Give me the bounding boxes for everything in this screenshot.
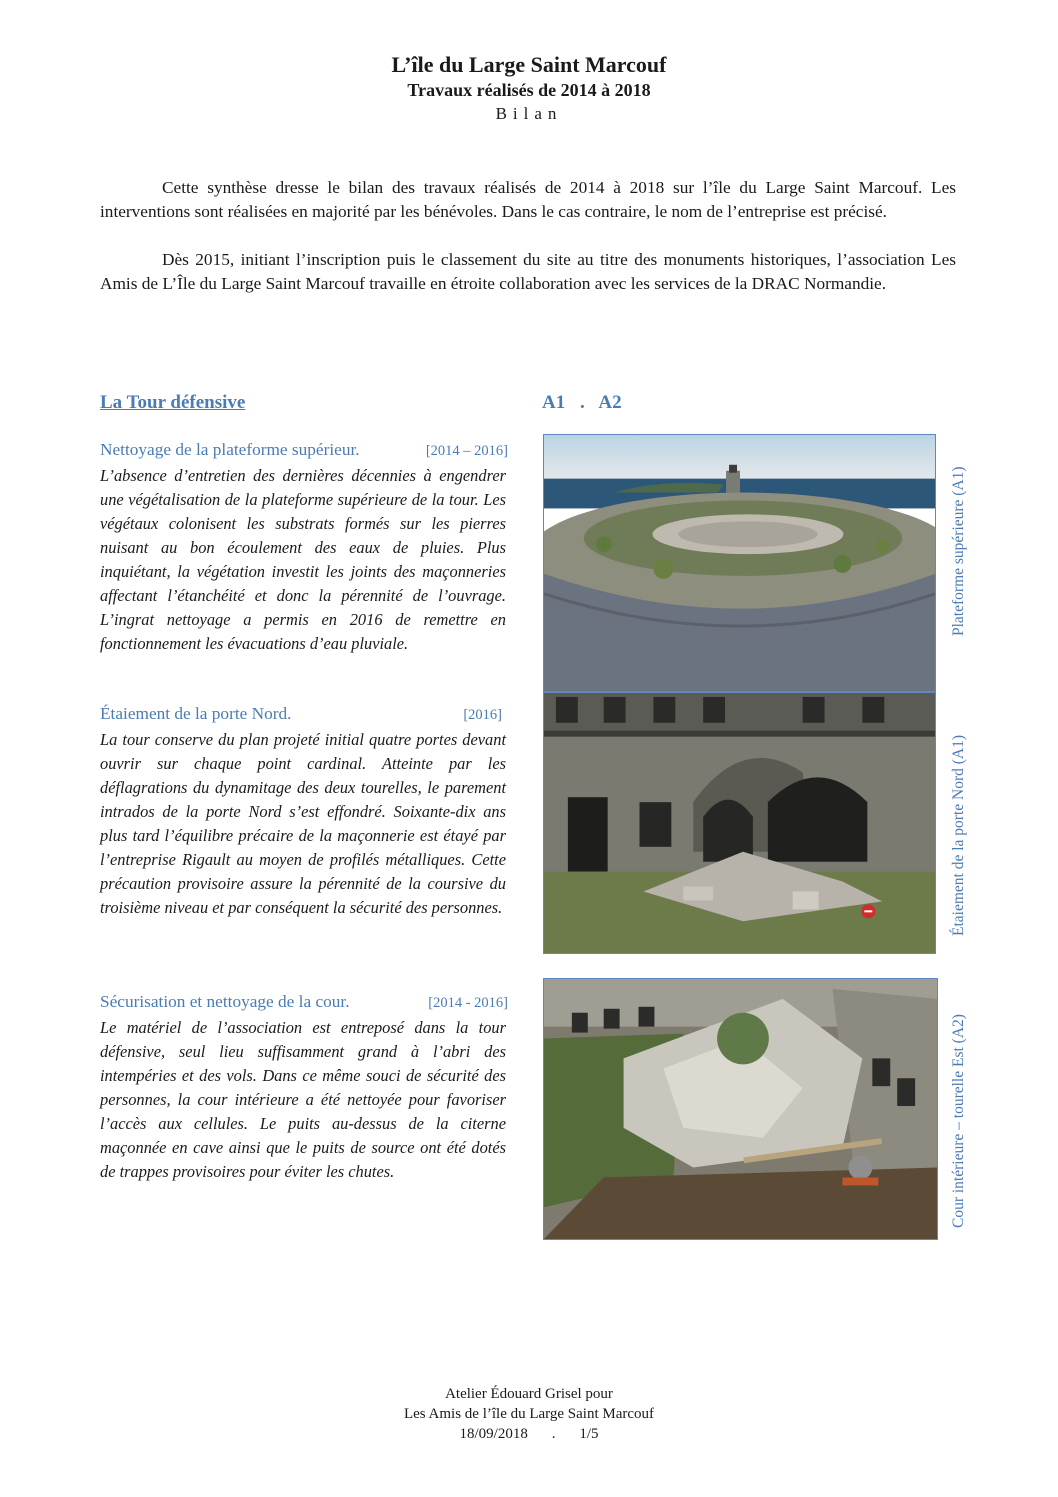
work-date-1: [2014 – 2016] [425,443,508,459]
work-text-1: L’absence d’entretien des dernières décennies à engendrer une végétalisation de la plateforme supérieure de la tour. Les végétaux colonisent les substrats formés sur les pierres nuisant au bon écoulement des eaux de pluies. Plus inquiétant, la végétation investit les joints des maçonneries affectant l’étanchéité et donc la pérennité de l’ouvrage. L’ingrat nettoyage a permis en 2016 de remettre en fonctionnement les évacuations d’eau pluviale. [100,466,506,653]
document-subtitle: Travaux réalisés de 2014 à 2018 [407,80,651,100]
work-text-3: Le matériel de l’association est entreposé dans la tour défensive, seul lieu suffisamment grand à l’abri des intempéries et des vols. Dans ce même souci de sécurité des personnes, la cour intérieure a été nettoyée pour favoriser l’accès aux cellules. Le puits au-dessus de la citerne maçonnée en cave ainsi que le puits de source ont été dotés de trappes provisoires pour éviter les chutes. [100,1018,506,1181]
footer-separator: . [551,1426,556,1442]
section-references: A1 . A2 [542,392,622,413]
work-text-2: La tour conserve du plan projeté initial quatre portes devant ouvrir sur chaque point cardinal. Atteinte par les déflagrations du dynamitage des deux tourelles, le parement intrados de la porte Nord s’est effondré. Soixante-dix ans plus tard l’équilibre précaire de la maçonnerie est étayé par l’entreprise Rigault au moyen de profilés métalliques. Cette précaution provisoire assure la pérennité de la coursive du troisième niveau et par conséquent la sécurité des personnes. [100,730,506,917]
work-title-2-text: Étaiement de la porte Nord. [100,704,292,723]
caption-courtyard: Cour intérieure – tourelle Est (A2) [950,1014,967,1228]
work-title-3 [100,992,508,1012]
page-number: 1/5 [579,1426,599,1442]
caption-platform: Plateforme supérieure (A1) [950,466,967,636]
footer-line-1: Atelier Édouard Grisel pour [445,1386,613,1402]
intro-paragraph-1-text: Cette synthèse dresse le bilan des travaux réalisés de 2014 à 2018 sur l’île du Large Saint Marcouf. Les interventions sont réalisées en majorité par les bénévoles. Dans le cas contraire, le nom de l’entreprise est précisé. [100,178,956,221]
work-title-3-text: Sécurisation et nettoyage de la cour. [100,992,350,1011]
intro-paragraph-2-text: Dès 2015, initiant l’inscription puis le classement du site au titre des monuments historiques, l’association Les Amis de L’Île du Large Saint Marcouf travaille en étroite collaboration avec les services de la DRAC Normandie. [100,250,956,293]
courtyard-photo-icon [544,979,937,1239]
work-title-2 [100,704,508,724]
caption-north-door: Étaiement de la porte Nord (A1) [950,735,967,936]
platform-photo-icon [544,435,935,691]
work-date-3: [2014 - 2016] [428,995,508,1011]
north-door-photo-icon [544,693,935,953]
section-heading: La Tour défensive [100,392,246,413]
document-title: L’île du Large Saint Marcouf [391,52,667,77]
courtyard-photo [543,978,938,1240]
footer-line-3 [0,1426,1058,1443]
intro-paragraph-2 [100,248,956,296]
platform-photo [543,434,936,692]
work-title-1-text: Nettoyage de la plateforme supérieur. [100,440,360,459]
footer-line-2: Les Amis de l’île du Large Saint Marcouf [403,1406,655,1422]
footer-date: 18/09/2018 [459,1426,528,1442]
work-title-1 [100,440,508,460]
document-tag: Bilan [495,104,563,123]
north-door-photo [543,692,936,954]
work-date-2: [2016] [463,707,502,723]
intro-paragraph-1 [100,176,956,224]
